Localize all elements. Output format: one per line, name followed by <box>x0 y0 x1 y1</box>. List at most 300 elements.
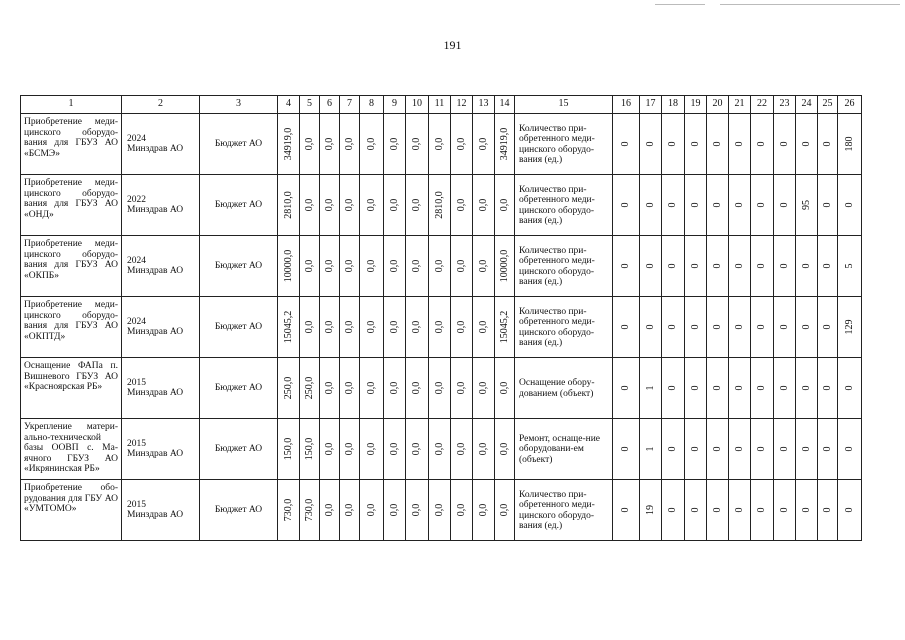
target-value: 0 <box>644 202 656 208</box>
target-value: 0 <box>755 324 767 330</box>
target-value-cell <box>838 297 862 358</box>
customer-text: Минздрав АО <box>127 144 184 154</box>
col-header: 10 <box>406 96 429 114</box>
funding-value: 0,0 <box>410 259 422 273</box>
funding-value: 0,0 <box>323 503 335 517</box>
funding-value-cell <box>278 358 300 419</box>
funding-value-cell <box>384 358 406 419</box>
target-value: 0 <box>711 202 723 208</box>
target-value: 0 <box>733 141 745 147</box>
funding-value-cell <box>360 236 384 297</box>
target-value: 0 <box>689 141 701 147</box>
target-value: 0 <box>666 507 678 513</box>
customer-text: Минздрав АО <box>127 388 184 398</box>
target-value-cell <box>707 358 729 419</box>
funding-value: 0,0 <box>455 503 467 517</box>
funding-value-cell <box>406 419 429 480</box>
funding-value: 0,0 <box>323 198 335 212</box>
target-value: 129 <box>843 319 855 335</box>
col-header: 21 <box>729 96 751 114</box>
col-header: 25 <box>818 96 838 114</box>
target-value-cell <box>729 358 751 419</box>
funding-value-cell <box>451 175 473 236</box>
target-value: 0 <box>689 202 701 208</box>
funding-value: 0,0 <box>388 137 400 151</box>
target-value-cell <box>707 480 729 541</box>
funding-value: 0,0 <box>388 320 400 334</box>
table-body <box>21 114 862 541</box>
target-value: 0 <box>755 263 767 269</box>
target-value-cell <box>729 114 751 175</box>
target-value: 0 <box>711 324 723 330</box>
target-value: 0 <box>733 507 745 513</box>
funding-value-cell <box>473 175 495 236</box>
funding-value: 0,0 <box>323 137 335 151</box>
table-row <box>21 175 862 236</box>
table-row <box>21 297 862 358</box>
funding-value: 0,0 <box>455 198 467 212</box>
funding-value-cell <box>300 114 320 175</box>
target-value-cell <box>685 419 707 480</box>
funding-value-cell <box>360 297 384 358</box>
target-value-cell <box>613 236 640 297</box>
target-value: 1 <box>644 385 656 391</box>
target-value-cell <box>796 114 818 175</box>
funding-value: 0,0 <box>455 259 467 273</box>
target-value: 0 <box>800 324 812 330</box>
target-value: 0 <box>733 385 745 391</box>
funding-value: 730,0 <box>303 498 315 522</box>
target-value-cell <box>613 480 640 541</box>
col-header: 16 <box>613 96 640 114</box>
target-value: 5 <box>843 263 855 269</box>
target-value: 0 <box>821 385 833 391</box>
funding-value-cell <box>320 419 340 480</box>
target-value: 0 <box>800 385 812 391</box>
funding-value-cell <box>384 297 406 358</box>
target-value: 0 <box>666 446 678 452</box>
target-value-cell <box>640 480 662 541</box>
target-value: 0 <box>821 507 833 513</box>
target-value-cell <box>796 480 818 541</box>
customer-cell <box>122 419 200 480</box>
table-row <box>21 480 862 541</box>
customer-cell <box>122 480 200 541</box>
funding-value: 0,0 <box>323 442 335 456</box>
target-value: 0 <box>644 324 656 330</box>
target-value: 180 <box>843 136 855 152</box>
funding-value: 730,0 <box>282 498 294 522</box>
target-value: 0 <box>755 446 767 452</box>
target-value-cell <box>613 297 640 358</box>
customer-cell <box>122 297 200 358</box>
target-value: 0 <box>711 446 723 452</box>
target-value: 0 <box>843 446 855 452</box>
target-value: 0 <box>821 263 833 269</box>
funding-value: 0,0 <box>388 442 400 456</box>
table-row <box>21 114 862 175</box>
funding-value-cell <box>340 297 360 358</box>
indicator-cell: Количество при-обретенного меди-цинского оборудо-вания (ед.) <box>515 175 613 236</box>
funding-value: 0,0 <box>343 259 355 273</box>
funding-value: 0,0 <box>388 503 400 517</box>
funding-value-cell <box>451 358 473 419</box>
target-value-cell <box>818 175 838 236</box>
funding-value: 0,0 <box>323 259 335 273</box>
customer-text: Минздрав АО <box>127 510 184 520</box>
target-value-cell <box>751 358 774 419</box>
funding-value-cell <box>429 419 451 480</box>
target-value-cell <box>751 297 774 358</box>
col-header: 1 <box>21 96 122 114</box>
col-header: 13 <box>473 96 495 114</box>
target-value-cell <box>751 175 774 236</box>
funding-value-cell <box>340 358 360 419</box>
event-name-cell: Приобретение обо-рудования для ГБУ АО «УМТОМО» <box>21 480 122 541</box>
funding-value: 0,0 <box>388 259 400 273</box>
funding-value-cell <box>495 419 515 480</box>
year-text: 2024 <box>127 133 146 144</box>
target-value-cell <box>662 480 685 541</box>
funding-value-cell <box>384 236 406 297</box>
target-value-cell <box>662 114 685 175</box>
target-value-cell <box>818 114 838 175</box>
target-value: 0 <box>619 141 631 147</box>
target-value: 0 <box>800 141 812 147</box>
table-row <box>21 236 862 297</box>
target-value-cell <box>685 236 707 297</box>
funding-value: 0,0 <box>498 442 510 456</box>
target-value-cell <box>685 114 707 175</box>
target-value: 0 <box>689 263 701 269</box>
col-header: 19 <box>685 96 707 114</box>
funding-value: 0,0 <box>365 320 377 334</box>
target-value: 0 <box>778 507 790 513</box>
funding-value-cell <box>495 114 515 175</box>
target-value: 0 <box>644 263 656 269</box>
target-value-cell <box>662 236 685 297</box>
funding-value: 0,0 <box>498 503 510 517</box>
indicator-cell: Количество при-обретенного меди-цинского оборудо-вания (ед.) <box>515 114 613 175</box>
target-value-cell <box>751 114 774 175</box>
funding-value-cell <box>406 297 429 358</box>
col-header: 8 <box>360 96 384 114</box>
col-header: 3 <box>200 96 278 114</box>
funding-value: 150,0 <box>303 437 315 461</box>
funding-value-cell <box>495 236 515 297</box>
funding-value: 250,0 <box>282 376 294 400</box>
target-value-cell <box>838 175 862 236</box>
funding-value: 0,0 <box>433 259 445 273</box>
year-text: 2024 <box>127 255 146 266</box>
target-value-cell <box>751 236 774 297</box>
funding-value-cell <box>300 358 320 419</box>
funding-value-cell <box>340 419 360 480</box>
funding-value: 0,0 <box>433 503 445 517</box>
funding-value-cell <box>320 358 340 419</box>
target-value: 0 <box>755 385 767 391</box>
funding-value: 0,0 <box>410 320 422 334</box>
funding-value: 2810,0 <box>282 191 294 219</box>
funding-value-cell <box>495 480 515 541</box>
target-value-cell <box>774 297 796 358</box>
target-value: 0 <box>619 263 631 269</box>
target-value: 0 <box>644 141 656 147</box>
target-value-cell <box>818 480 838 541</box>
funding-value-cell <box>320 236 340 297</box>
funding-value-cell <box>300 419 320 480</box>
target-value: 0 <box>821 141 833 147</box>
funding-value: 150,0 <box>282 437 294 461</box>
funding-value-cell <box>406 114 429 175</box>
funding-value: 0,0 <box>433 381 445 395</box>
target-value-cell <box>640 175 662 236</box>
target-value: 0 <box>778 263 790 269</box>
funding-value-cell <box>473 419 495 480</box>
target-value-cell <box>613 419 640 480</box>
target-value: 0 <box>843 507 855 513</box>
col-header: 17 <box>640 96 662 114</box>
table-row <box>21 419 862 480</box>
target-value: 0 <box>733 324 745 330</box>
funding-value-cell <box>300 236 320 297</box>
target-value: 0 <box>800 507 812 513</box>
funding-value-cell <box>451 480 473 541</box>
funding-value: 0,0 <box>410 381 422 395</box>
funding-value: 10000,0 <box>282 249 294 283</box>
target-value: 0 <box>755 507 767 513</box>
funding-value: 0,0 <box>410 442 422 456</box>
funding-value: 0,0 <box>455 320 467 334</box>
indicator-cell: Количество при-обретенного меди-цинского оборудо-вания (ед.) <box>515 297 613 358</box>
funding-value-cell <box>429 114 451 175</box>
target-value: 0 <box>711 507 723 513</box>
program-table <box>20 95 862 541</box>
target-value: 0 <box>733 202 745 208</box>
funding-value-cell <box>360 175 384 236</box>
funding-value: 250,0 <box>303 376 315 400</box>
target-value: 0 <box>666 324 678 330</box>
funding-value: 2810,0 <box>433 191 445 219</box>
funding-value-cell <box>384 114 406 175</box>
event-name-cell: Оснащение ФАПа п. Вишневого ГБУЗ АО «Красноярская РБ» <box>21 358 122 419</box>
funding-value-cell <box>384 480 406 541</box>
target-value: 0 <box>711 141 723 147</box>
year-text: 2015 <box>127 377 146 388</box>
target-value-cell <box>818 236 838 297</box>
target-value: 0 <box>666 385 678 391</box>
target-value-cell <box>662 358 685 419</box>
target-value: 95 <box>800 200 812 210</box>
funding-value: 0,0 <box>498 381 510 395</box>
col-header: 4 <box>278 96 300 114</box>
year-text: 2015 <box>127 499 146 510</box>
funding-value: 34919,0 <box>498 127 510 161</box>
target-value: 0 <box>843 202 855 208</box>
col-header: 14 <box>495 96 515 114</box>
funding-value-cell <box>451 297 473 358</box>
table-row <box>21 358 862 419</box>
target-value-cell <box>707 236 729 297</box>
year-text: 2022 <box>127 194 146 205</box>
year-text: 2015 <box>127 438 146 449</box>
funding-value: 0,0 <box>477 503 489 517</box>
funding-value: 0,0 <box>498 198 510 212</box>
funding-value: 15045,2 <box>498 310 510 344</box>
target-value: 0 <box>778 385 790 391</box>
funding-value-cell <box>384 175 406 236</box>
funding-value: 15045,2 <box>282 310 294 344</box>
col-header: 24 <box>796 96 818 114</box>
funding-source-cell: Бюджет АО <box>200 175 278 236</box>
target-value: 0 <box>666 263 678 269</box>
funding-value-cell <box>340 114 360 175</box>
funding-value-cell <box>473 236 495 297</box>
funding-value: 0,0 <box>365 259 377 273</box>
target-value-cell <box>613 114 640 175</box>
funding-value: 0,0 <box>365 198 377 212</box>
target-value-cell <box>796 419 818 480</box>
funding-value: 0,0 <box>410 198 422 212</box>
funding-value-cell <box>495 297 515 358</box>
funding-value: 0,0 <box>343 320 355 334</box>
col-header: 20 <box>707 96 729 114</box>
target-value-cell <box>640 419 662 480</box>
col-header: 6 <box>320 96 340 114</box>
funding-value: 0,0 <box>343 442 355 456</box>
customer-text: Минздрав АО <box>127 327 184 337</box>
target-value: 0 <box>711 263 723 269</box>
target-value-cell <box>662 419 685 480</box>
target-value-cell <box>729 236 751 297</box>
target-value-cell <box>774 419 796 480</box>
funding-value-cell <box>320 480 340 541</box>
funding-value-cell <box>360 114 384 175</box>
indicator-cell: Оснащение обору-дованием (объект) <box>515 358 613 419</box>
funding-value: 10000,0 <box>498 249 510 283</box>
target-value-cell <box>796 175 818 236</box>
event-name-cell: Приобретение меди-цинского оборудо-вания для ГБУЗ АО «ОКПТД» <box>21 297 122 358</box>
funding-value-cell <box>300 297 320 358</box>
target-value-cell <box>774 480 796 541</box>
funding-value: 0,0 <box>477 442 489 456</box>
funding-value-cell <box>473 358 495 419</box>
funding-value-cell <box>451 419 473 480</box>
indicator-cell: Ремонт, оснаще-ние оборудовани-ем (объект) <box>515 419 613 480</box>
target-value: 0 <box>800 446 812 452</box>
funding-value-cell <box>278 419 300 480</box>
indicator-cell: Количество при-обретенного меди-цинского оборудо-вания (ед.) <box>515 236 613 297</box>
funding-value: 0,0 <box>303 198 315 212</box>
target-value-cell <box>729 297 751 358</box>
funding-value-cell <box>340 236 360 297</box>
customer-text: Минздрав АО <box>127 205 184 215</box>
funding-value: 0,0 <box>323 320 335 334</box>
target-value: 0 <box>619 385 631 391</box>
target-value-cell <box>729 175 751 236</box>
target-value: 0 <box>778 141 790 147</box>
funding-value: 0,0 <box>343 198 355 212</box>
col-header: 18 <box>662 96 685 114</box>
funding-value: 0,0 <box>455 137 467 151</box>
funding-value-cell <box>473 114 495 175</box>
funding-value: 0,0 <box>365 381 377 395</box>
indicator-cell: Количество при-обретенного меди-цинского оборудо-вания (ед.) <box>515 480 613 541</box>
target-value-cell <box>774 114 796 175</box>
target-value: 19 <box>644 505 656 515</box>
funding-value-cell <box>300 480 320 541</box>
funding-source-cell: Бюджет АО <box>200 358 278 419</box>
col-header: 7 <box>340 96 360 114</box>
funding-source-cell: Бюджет АО <box>200 236 278 297</box>
target-value-cell <box>707 114 729 175</box>
funding-source-cell: Бюджет АО <box>200 480 278 541</box>
funding-value-cell <box>278 175 300 236</box>
target-value-cell <box>796 358 818 419</box>
col-header: 9 <box>384 96 406 114</box>
event-name-cell: Приобретение меди-цинского оборудо-вания для ГБУЗ АО «ОКПБ» <box>21 236 122 297</box>
funding-value-cell <box>406 175 429 236</box>
funding-source-cell: Бюджет АО <box>200 419 278 480</box>
top-rule-left <box>655 4 705 5</box>
funding-value: 0,0 <box>433 137 445 151</box>
target-value-cell <box>685 175 707 236</box>
funding-value-cell <box>278 114 300 175</box>
target-value: 0 <box>666 202 678 208</box>
target-value-cell <box>685 358 707 419</box>
funding-value-cell <box>495 358 515 419</box>
target-value: 0 <box>800 263 812 269</box>
col-header: 15 <box>515 96 613 114</box>
target-value: 0 <box>689 324 701 330</box>
target-value: 0 <box>755 141 767 147</box>
event-name-cell: Приобретение меди-цинского оборудо-вания для ГБУЗ АО «ОНД» <box>21 175 122 236</box>
funding-source-cell: Бюджет АО <box>200 114 278 175</box>
funding-value: 0,0 <box>303 320 315 334</box>
target-value: 0 <box>755 202 767 208</box>
target-value: 0 <box>689 507 701 513</box>
col-header: 23 <box>774 96 796 114</box>
target-value-cell <box>774 175 796 236</box>
target-value: 0 <box>619 507 631 513</box>
target-value-cell <box>751 480 774 541</box>
funding-value-cell <box>300 175 320 236</box>
target-value-cell <box>838 419 862 480</box>
target-value: 0 <box>821 324 833 330</box>
target-value: 0 <box>711 385 723 391</box>
target-value-cell <box>707 175 729 236</box>
target-value: 0 <box>733 263 745 269</box>
funding-value-cell <box>429 480 451 541</box>
funding-value: 0,0 <box>388 198 400 212</box>
funding-value-cell <box>384 419 406 480</box>
target-value-cell <box>613 358 640 419</box>
customer-cell <box>122 236 200 297</box>
customer-cell <box>122 175 200 236</box>
target-value-cell <box>662 175 685 236</box>
funding-value: 0,0 <box>388 381 400 395</box>
event-name-cell: Приобретение меди-цинского оборудо-вания для ГБУЗ АО «БСМЭ» <box>21 114 122 175</box>
funding-value: 0,0 <box>410 137 422 151</box>
funding-source-cell: Бюджет АО <box>200 297 278 358</box>
target-value-cell <box>838 236 862 297</box>
target-value: 1 <box>644 446 656 452</box>
target-value-cell <box>707 419 729 480</box>
funding-value-cell <box>406 480 429 541</box>
target-value-cell <box>685 297 707 358</box>
target-value-cell <box>838 114 862 175</box>
funding-value: 0,0 <box>433 320 445 334</box>
